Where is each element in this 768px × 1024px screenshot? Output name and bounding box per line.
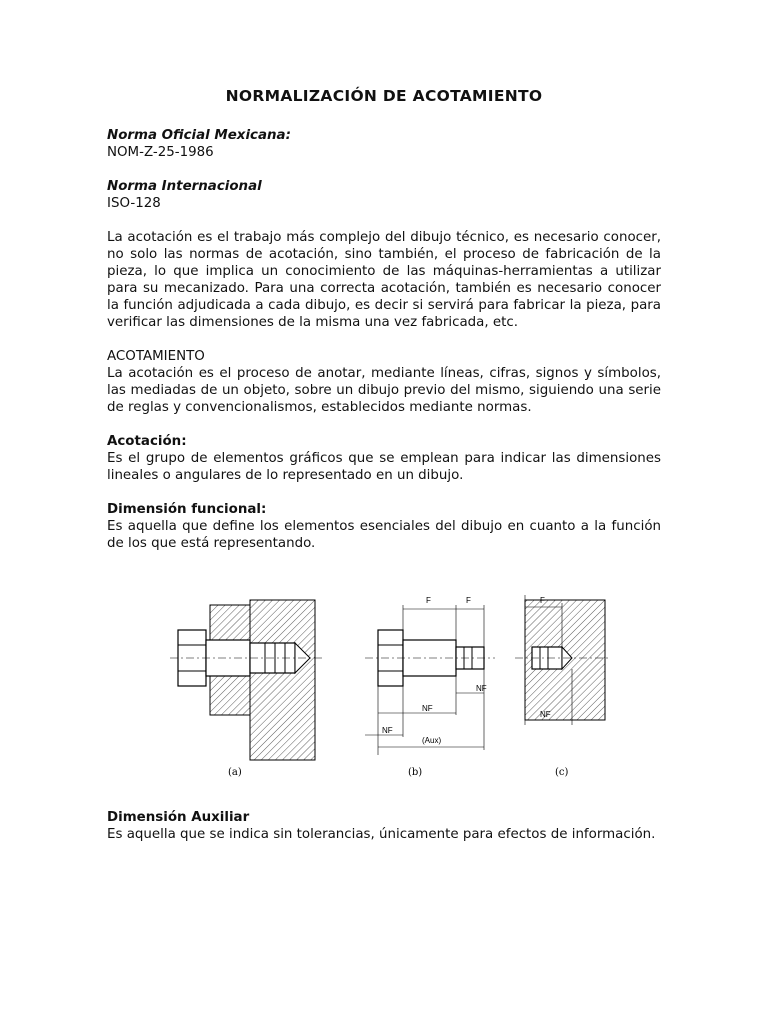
nom-value: NOM-Z-25-1986 [107,145,214,160]
funcional-heading: Dimensión funcional: [107,502,267,517]
acotacion-heading: Acotación: [107,434,187,449]
intro-section [107,229,661,331]
dimension-figure [160,585,620,795]
acotacion-paragraph: Es el grupo de elementos gráficos que se emplean para indicar las dimensiones lineales o angulares de lo representado en un dibujo. [107,451,661,483]
page-title: NORMALIZACIÓN DE ACOTAMIENTO [225,87,543,105]
nom-section [107,127,661,161]
iso-value: ISO-128 [107,196,161,211]
label-f-2: F [466,596,471,605]
document-body [107,88,661,569]
figure-a [170,600,325,760]
acotamiento-paragraph: La acotación es el proceso de anotar, mediante líneas, cifras, signos y símbolos, las mediadas de un objeto, sobre un dibujo previo del mismo, siguiendo una serie de reglas y convencionalismos, establecidos mediante normas. [107,366,661,415]
label-nf-2: NF [422,704,433,713]
nom-label: Norma Oficial Mexicana: [107,128,291,143]
caption-b: (b) [408,767,423,778]
intro-paragraph: La acotación es el trabajo más complejo del dibujo técnico, es necesario conocer, no solo las normas de acotación, sino también, el proceso de fabricación de la pieza, lo que implica un conocimiento de las máquinas-herramientas a utilizar para su mecanizado. Para una correcta acotación, también es necesario conocer la función adjudicada a cada dibujo, es decir si servirá para fabricar la pieza, para verificar las dimensiones de la misma una vez fabricada, etc. [107,230,661,330]
auxiliar-section [107,809,661,843]
figure-c [515,595,610,725]
label-aux: (Aux) [422,736,442,745]
acotamiento-section [107,348,661,416]
caption-a: (a) [228,767,242,778]
caption-c: (c) [555,767,569,778]
acotacion-section [107,433,661,484]
funcional-paragraph: Es aquella que define los elementos esenciales del dibujo en cuanto a la función de los que está representando. [107,519,661,551]
label-nf-1: NF [476,684,487,693]
label-f-1: F [426,596,431,605]
acotamiento-heading: ACOTAMIENTO [107,349,205,364]
auxiliar-paragraph: Es aquella que se indica sin tolerancias, únicamente para efectos de información. [107,827,656,842]
label-f-3: F [540,596,545,605]
label-nf-4: NF [540,710,551,719]
iso-label: Norma Internacional [107,179,262,194]
funcional-section [107,501,661,552]
iso-section [107,178,661,212]
label-nf-3: NF [382,726,393,735]
figure-drawing [160,585,620,795]
auxiliar-heading: Dimensión Auxiliar [107,810,250,825]
